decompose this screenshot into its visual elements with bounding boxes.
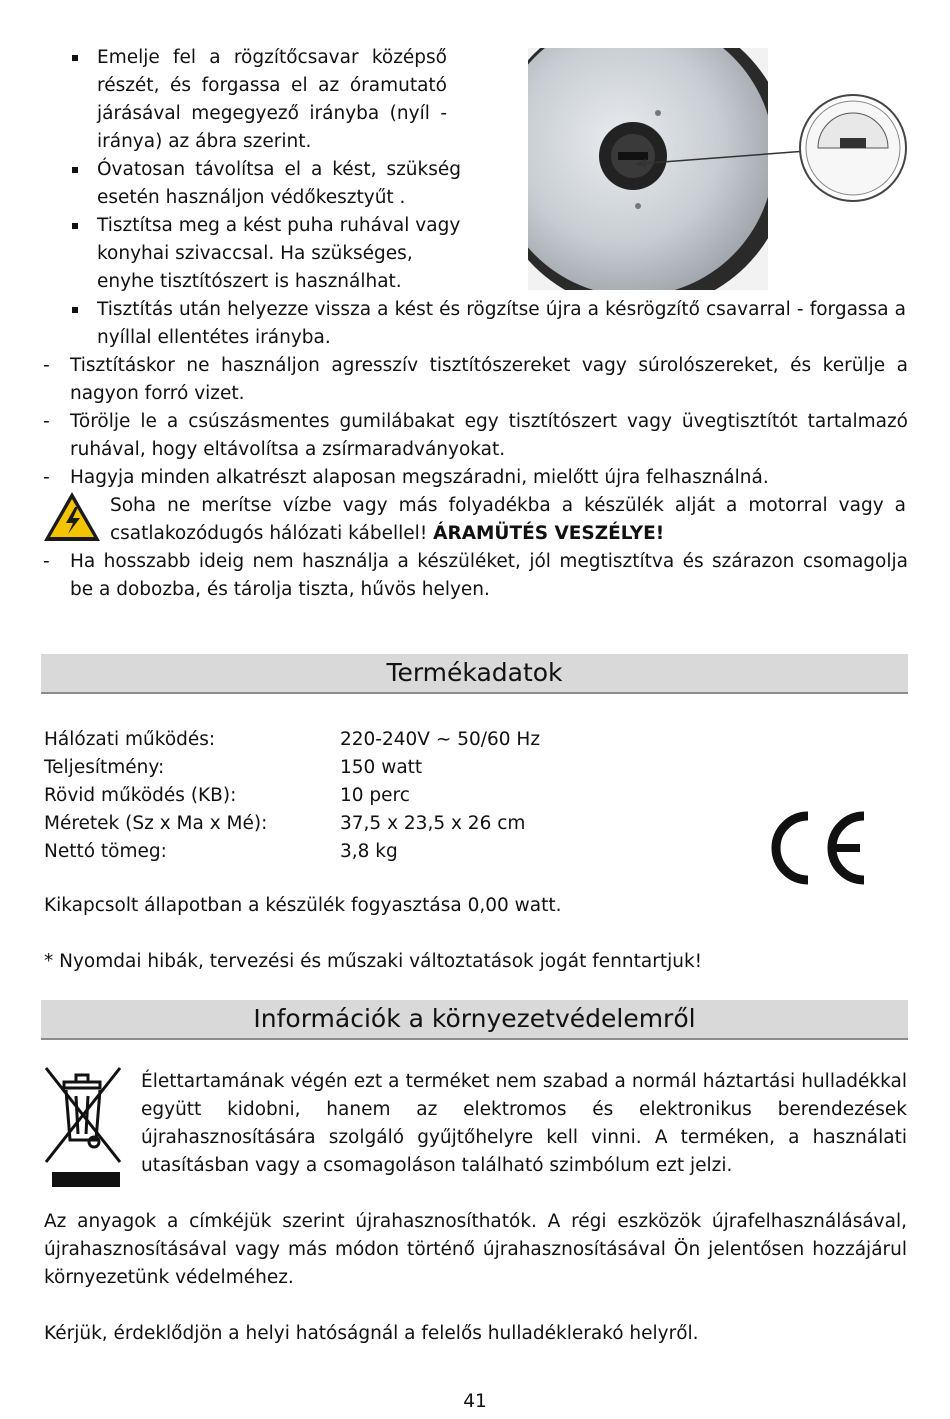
list-item: Emelje fel a rögzítőcsavar középső részét, és forgassa el az óramutató járásával megegyező irányba (nyíl - iránya) az ábra szerint. bbox=[70, 44, 450, 156]
blade-removal-illustration bbox=[528, 48, 932, 290]
standby-consumption: Kikapcsolt állapotban a készülék fogyasztása 0,00 watt. bbox=[44, 895, 562, 916]
ce-mark bbox=[760, 808, 872, 888]
weee-notice: Élettartamának végén ezt a terméket nem szabad a normál háztartási hulladékkal együtt kidobni, hanem az elektromos és elektronikus berendezések újrahasznosítására szolgáló gyűjtőhelyre kell vinni. A terméken, a használati utasításban vagy a csomagoláson található szimbólum ezt jelzi. bbox=[141, 1071, 907, 1176]
weee-bin-icon bbox=[42, 1066, 124, 1188]
page-number: 41 bbox=[463, 1391, 487, 1412]
local-authority-notice: Kérjük, érdeklődjön a helyi hatóságnál a felelős hulladéklerakó helyről. bbox=[44, 1323, 699, 1344]
blade-photo bbox=[528, 48, 932, 290]
list-item: - Törölje le a csúszásmentes gumilábakat egy tisztítószert vagy üvegtisztítót tartalmazó ruhával, hogy eltávolítsa a zsírmaradványokat. bbox=[43, 411, 908, 460]
disclaimer: * Nyomdai hibák, tervezési és műszaki változtatások jogát fenntartjuk! bbox=[44, 951, 703, 972]
section-title-product: Termékadatok bbox=[41, 654, 908, 694]
warning-electric-icon bbox=[42, 490, 102, 544]
list-item: - Ha hosszabb ideig nem használja a készüléket, jól megtisztítva és szárazon csomagolja be a dobozba, és tárolja tiszta, hűvös helyen. bbox=[43, 551, 908, 600]
list-item: - Tisztításkor ne használjon agresszív tisztítószereket vagy súrolószereket, és kerülje a nagyon forró vizet. bbox=[43, 355, 908, 404]
list-item: Óvatosan távolítsa el a kést, szükség esetén használjon védőkesztyűt . bbox=[70, 156, 464, 212]
recycling-notice: Az anyagok a címkéjük szerint újrahasznosíthatók. A régi eszközök újrafelhasználásával, újrahasznosításával vagy más módon történő újrahasznosításával Ön jelentősen hozzájárul környezetünk védelméhez. bbox=[44, 1211, 907, 1288]
list-item: - Hagyja minden alkatrészt alaposan megszáradni, mielőtt újra felhasználná. bbox=[43, 467, 769, 488]
list-item: Tisztítsa meg a kést puha ruhával vagy konyhai szivaccsal. Ha szükséges, enyhe tisztítószert is használhat. bbox=[70, 212, 464, 296]
list-item: Tisztítás után helyezze vissza a kést és rögzítse újra a késrögzítő csavarral - forgassa a nyíllal ellentétes irányba. bbox=[70, 296, 908, 352]
warning-text: Soha ne merítse vízbe vagy más folyadékba a készülék alját a motorral vagy a csatlakozódugós hálózati kábellel! ÁRAMÜTÉS VESZÉLYE! bbox=[110, 495, 906, 544]
shock-warning: ÁRAMÜTÉS VESZÉLYE! bbox=[433, 523, 665, 544]
section-title-environment: Információk a környezetvédelemről bbox=[41, 1000, 908, 1040]
